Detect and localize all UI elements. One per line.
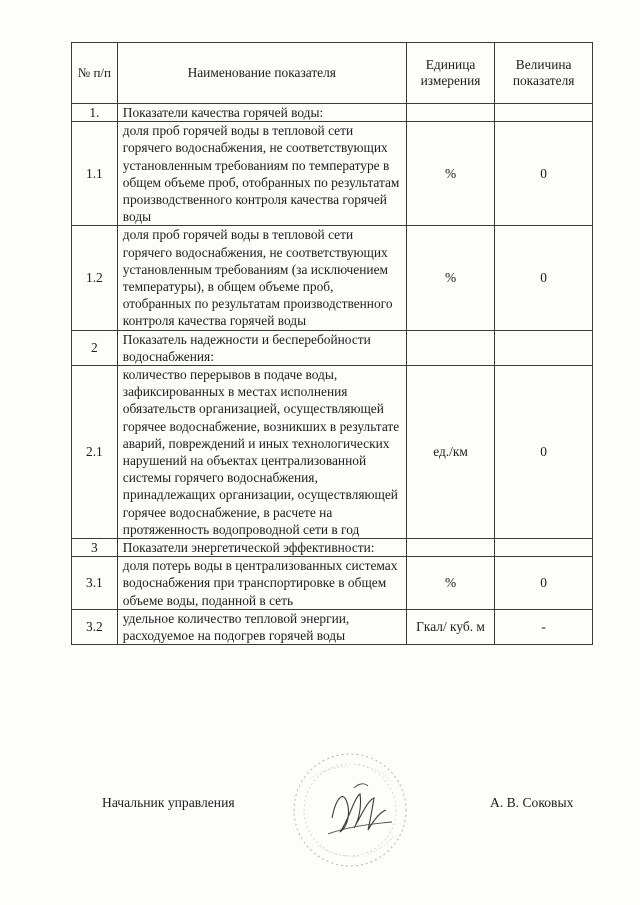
signer-position: Начальник управления bbox=[102, 795, 235, 810]
row-value bbox=[495, 539, 593, 557]
row-value: 0 bbox=[495, 557, 593, 610]
row-number: 2.1 bbox=[72, 366, 118, 539]
row-number: 1.2 bbox=[72, 226, 118, 330]
row-value: 0 bbox=[495, 122, 593, 226]
row-indicator-name: Показатели энергетической эффективности: bbox=[117, 539, 406, 557]
table-row bbox=[72, 226, 593, 330]
row-number: 1. bbox=[72, 104, 118, 122]
row-indicator-name: доля потерь воды в централизованных системах водоснабжения при транспортировке в общем объеме воды, поданной в сеть bbox=[117, 557, 406, 610]
row-unit bbox=[406, 104, 495, 122]
row-unit bbox=[406, 539, 495, 557]
row-unit: % bbox=[406, 226, 495, 330]
table-row bbox=[72, 330, 593, 365]
row-value: 0 bbox=[495, 226, 593, 330]
row-number: 3.2 bbox=[72, 609, 118, 644]
row-number: 3 bbox=[72, 539, 118, 557]
row-value bbox=[495, 330, 593, 365]
signer-name: А. В. Соковых bbox=[490, 795, 574, 810]
table-row bbox=[72, 122, 593, 226]
row-number: 3.1 bbox=[72, 557, 118, 610]
row-number: 2 bbox=[72, 330, 118, 365]
row-unit: % bbox=[406, 122, 495, 226]
row-unit bbox=[406, 330, 495, 365]
header-value: Величина показателя bbox=[495, 43, 593, 104]
row-number: 1.1 bbox=[72, 122, 118, 226]
row-unit: Гкал/ куб. м bbox=[406, 609, 495, 644]
indicators-table bbox=[71, 42, 593, 645]
row-indicator-name: доля проб горячей воды в тепловой сети горячего водоснабжения, не соответствующих установленным требованиям (за исключением температуры), в общем объеме проб, отобранных по результатам производственного контроля качества горячей воды bbox=[117, 226, 406, 330]
row-value: - bbox=[495, 609, 593, 644]
table-row bbox=[72, 104, 593, 122]
row-indicator-name: Показатели качества горячей воды: bbox=[117, 104, 406, 122]
row-indicator-name: доля проб горячей воды в тепловой сети горячего водоснабжения, не соответствующих установленным требованиям по температуре в общем объеме проб, отобранных по результатам производственного контроля качества горячей воды bbox=[117, 122, 406, 226]
table-row bbox=[72, 539, 593, 557]
table-row bbox=[72, 609, 593, 644]
row-value bbox=[495, 104, 593, 122]
table-header-row bbox=[72, 43, 593, 104]
row-indicator-name: количество перерывов в подаче воды, зафиксированных в местах исполнения обязательств организацией, осуществляющей горячее водоснабжение, возникших в результате аварий, повреждений и иных технологических нарушений на объектах централизованной системы горячего водоснабжения, принадлежащих организации, осуществляющей горячее водоснабжение, в расчете на протяженность водопроводной сети в год bbox=[117, 366, 406, 539]
header-number: № п/п bbox=[72, 43, 118, 104]
header-unit: Единица измерения bbox=[406, 43, 495, 104]
row-indicator-name: Показатель надежности и бесперебойности водоснабжения: bbox=[117, 330, 406, 365]
row-unit: ед./км bbox=[406, 366, 495, 539]
row-unit: % bbox=[406, 557, 495, 610]
table-row bbox=[72, 366, 593, 539]
table-row bbox=[72, 557, 593, 610]
row-indicator-name: удельное количество тепловой энергии, расходуемое на подогрев горячей воды bbox=[117, 609, 406, 644]
row-value: 0 bbox=[495, 366, 593, 539]
stamp-and-signature bbox=[288, 748, 416, 872]
header-indicator-name: Наименование показателя bbox=[117, 43, 406, 104]
